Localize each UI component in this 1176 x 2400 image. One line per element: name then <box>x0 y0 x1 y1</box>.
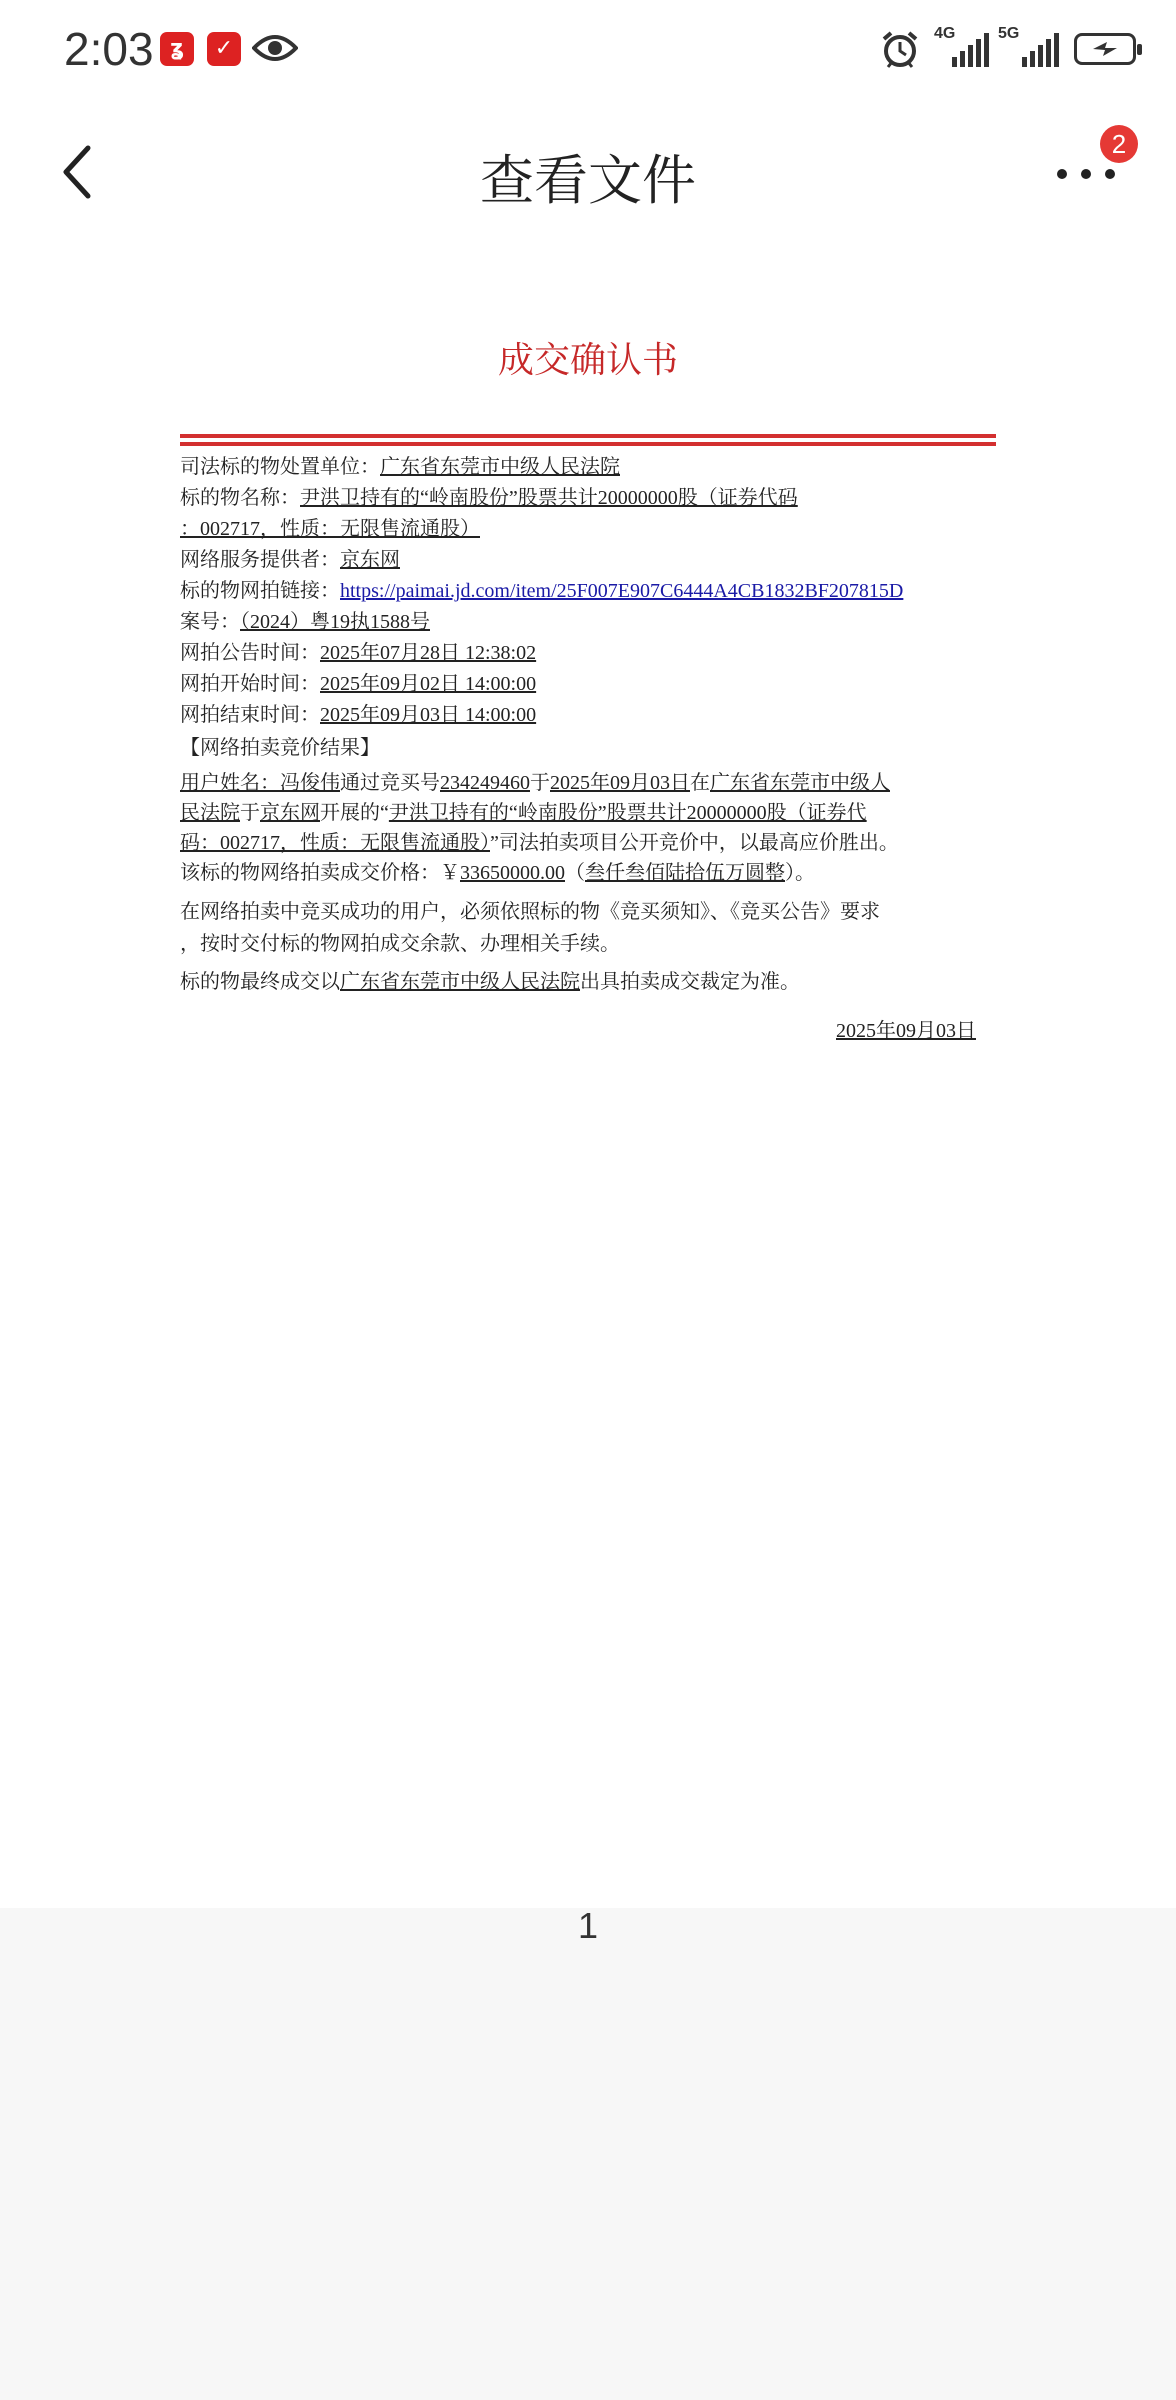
page-title: 查看文件 <box>480 149 696 212</box>
title-divider-top <box>180 434 996 438</box>
final-court: 广东省东莞市中级人民法院 <box>340 971 580 993</box>
notification-app-icon-1: ʓ <box>160 32 194 66</box>
result-item-1: 尹洪卫持有的“岭南股份”股票共计20000000股（证券代 <box>388 802 867 824</box>
document-body <box>180 452 996 1046</box>
page-number: 1 <box>577 1905 599 1946</box>
title-divider-bottom <box>180 442 996 446</box>
info-row-item-name-cont <box>180 514 996 545</box>
item-name-value-cont: ：002717，性质：无限售流通股） <box>180 518 480 540</box>
info-row-end-time: 网拍结束时间：2025年09月03日 14:00:00 <box>180 704 537 726</box>
battery-charging-icon <box>1074 33 1136 65</box>
app-bar <box>0 120 1176 230</box>
network-label-5g: 5G <box>998 25 1020 42</box>
bid-number: 234249460 <box>440 772 530 794</box>
auction-link[interactable]: https://paimai.jd.com/item/25F007E907C6444A4CB1832BF207815D <box>340 580 904 602</box>
info-row-case-no: 案号：（2024）粤19执1588号 <box>180 611 430 633</box>
end-time-value: 2025年09月03日 14:00:00 <box>320 704 537 726</box>
notification-badge: 2 <box>1100 125 1138 163</box>
eye-icon <box>252 30 298 66</box>
page-gutter <box>0 1905 1176 2400</box>
case-no-value: （2024）粤19执1588号 <box>240 611 430 633</box>
alarm-icon <box>880 29 920 69</box>
result-heading: 【网络拍卖竞价结果】 <box>180 737 380 759</box>
info-row-announce-time: 网拍公告时间：2025年07月28日 12:38:02 <box>180 642 537 664</box>
final-paragraph: 标的物最终成交以广东省东莞市中级人民法院出具拍卖成交裁定为准。 <box>180 971 800 993</box>
result-date: 2025年09月03日 <box>550 772 690 794</box>
document-title: 成交确认书 <box>497 340 678 380</box>
info-row-link: 标的物网拍链接：https://paimai.jd.com/item/25F007E907C6444A4CB1832BF207815D <box>180 580 904 602</box>
item-name-value: 尹洪卫持有的“岭南股份”股票共计20000000股（证券代码 <box>300 487 798 509</box>
status-time: 2:03 <box>64 23 154 75</box>
court-value: 广东省东莞市中级人民法院 <box>380 456 620 478</box>
status-right-icons <box>880 26 1136 72</box>
result-platform: 京东网 <box>260 802 320 824</box>
signal-5g-icon <box>998 25 1060 67</box>
network-label-4g: 4G <box>934 25 956 42</box>
info-row-start-time: 网拍开始时间：2025年09月02日 14:00:00 <box>180 673 537 695</box>
deal-price: 33650000.00 <box>460 862 565 884</box>
result-court-2: 民法院 <box>180 802 240 824</box>
status-bar <box>0 0 1176 100</box>
info-row-item-name: 标的物名称：尹洪卫持有的“岭南股份”股票共计20000000股（证券代码 <box>180 487 798 509</box>
signature-date: 2025年09月03日 <box>836 1020 976 1042</box>
more-options-icon[interactable] <box>1054 164 1118 184</box>
provider-value: 京东网 <box>340 549 400 571</box>
start-time-value: 2025年09月02日 14:00:00 <box>320 673 537 695</box>
signal-4g-icon <box>934 25 984 67</box>
announce-time-value: 2025年07月28日 12:38:02 <box>320 642 537 664</box>
result-item-2: 码：002717，性质：无限售流通股） <box>180 832 490 854</box>
info-row-provider: 网络服务提供者：京东网 <box>180 549 400 571</box>
result-paragraph: 用户姓名：冯俊伟通过竞买号234249460于2025年09月03日在广东省东莞市中级人 民法院于京东网开展的“尹洪卫持有的“岭南股份”股票共计20000000股（证券代 码：002717，性质：无限售流通股）”司法拍卖项目公开竞价中，以最高应价胜出。 该标的物网络拍卖成交价格：￥33650000.00（叁仟叁佰陆拾伍万圆整）。 <box>180 772 899 884</box>
notice-paragraph: 在网络拍卖中竞买成功的用户，必须依照标的物《竞买须知》、《竞买公告》要求 ，按时交付标的物网拍成交余款、办理相关手续。 <box>180 901 880 955</box>
deal-price-words: 叁仟叁佰陆拾伍万圆整 <box>585 862 785 884</box>
notification-app-icon-2: ✓ <box>207 32 241 66</box>
result-court-1: 广东省东莞市中级人 <box>710 772 890 794</box>
info-row-court: 司法标的物处置单位：广东省东莞市中级人民法院 <box>180 456 620 478</box>
document-page <box>180 330 996 1042</box>
winner-name: 用户姓名：冯俊伟 <box>180 772 340 794</box>
